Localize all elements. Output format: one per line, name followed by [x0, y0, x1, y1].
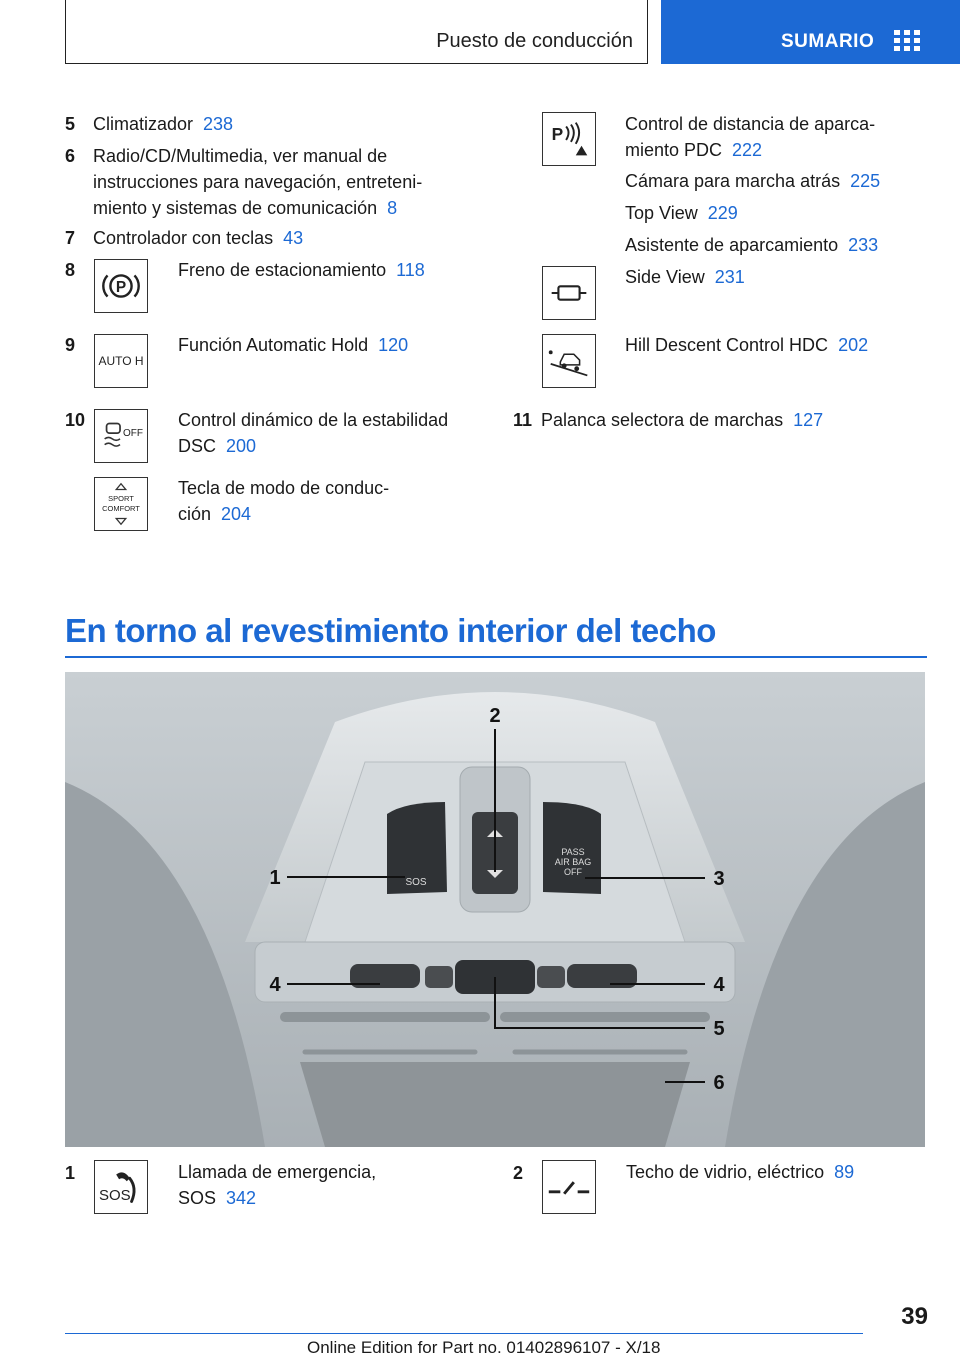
callout-4-left: 4 [269, 974, 281, 996]
summary-link[interactable] [661, 0, 960, 64]
item-text: Cámara para marcha atrás 225 [625, 171, 881, 191]
header-box [65, 0, 648, 64]
page-link[interactable]: 118 [396, 260, 425, 280]
svg-text:PASS: PASS [561, 847, 585, 857]
item-number: 11 [513, 410, 533, 430]
callout-2: 2 [489, 705, 501, 727]
item-number: 6 [65, 146, 76, 166]
item-text: Freno de estacionamiento 118 [178, 260, 425, 280]
footer-divider [65, 1333, 863, 1334]
item-number: 9 [65, 335, 76, 355]
item-number: 10 [65, 410, 86, 430]
page-link[interactable]: 120 [378, 335, 409, 355]
callout-6: 6 [713, 1072, 725, 1094]
item-number: 8 [65, 260, 76, 280]
page-link[interactable]: 200 [226, 436, 257, 456]
chapter-title: Puesto de conducción [436, 30, 633, 52]
page-link[interactable]: 229 [707, 203, 738, 223]
item-text: Tecla de modo de conduc- ción 204 [178, 478, 390, 524]
driving-mode-icon: SPORT COMFORT [94, 477, 148, 531]
callout-3: 3 [713, 868, 725, 890]
page-link[interactable]: 231 [714, 267, 745, 287]
item-text: Controlador con teclas 43 [93, 228, 304, 248]
page-link[interactable]: 202 [838, 335, 869, 355]
item-number: 1 [65, 1163, 76, 1183]
item-text: Hill Descent Control HDC 202 [625, 335, 869, 355]
item-text: Radio/CD/Multimedia, ver manual de instrucciones para navegación, entreteni- miento y sistemas de comunicación 8 [93, 146, 423, 218]
item-text: Asistente de aparcamiento 233 [625, 235, 879, 255]
item-text: Climatizador 238 [93, 114, 234, 134]
parking-brake-icon [94, 259, 148, 313]
item-text: Top View 229 [625, 203, 738, 223]
item-text: Función Automatic Hold 120 [178, 335, 409, 355]
page-link[interactable]: 222 [732, 140, 763, 160]
sos-button-label: SOS [405, 877, 427, 888]
item-text: Llamada de emergencia, SOS 342 [178, 1162, 377, 1208]
item-number: 5 [65, 114, 76, 134]
item-number: 7 [65, 228, 76, 248]
page-link[interactable]: 204 [221, 504, 252, 524]
grid-icon [894, 30, 922, 52]
page-link[interactable]: 8 [387, 198, 398, 218]
section-divider [65, 656, 927, 658]
svg-text:OFF: OFF [564, 867, 582, 877]
side-view-icon [542, 266, 596, 320]
hdc-icon [542, 334, 596, 388]
page-link[interactable]: 238 [203, 114, 234, 134]
item-text: Techo de vidrio, eléctrico 89 [626, 1162, 855, 1182]
auto-hold-icon: AUTO H [94, 334, 148, 388]
page-link[interactable]: 233 [848, 235, 879, 255]
item-text: Control dinámico de la estabilidad DSC 200 [178, 410, 449, 456]
callout-1: 1 [269, 867, 281, 889]
sos-icon: SOS [94, 1160, 148, 1214]
item-text: Palanca selectora de marchas 127 [541, 410, 824, 430]
item-text: Side View 231 [625, 267, 745, 287]
section-title: En torno al revestimiento interior del techo [65, 612, 716, 649]
item-text: Control de distancia de aparca- miento PDC 222 [625, 114, 876, 160]
item-number: 2 [513, 1163, 524, 1183]
page-link[interactable]: 342 [226, 1188, 257, 1208]
summary-label: SUMARIO [781, 31, 875, 52]
svg-text:AIR BAG: AIR BAG [554, 857, 592, 867]
glass-roof-icon [542, 1160, 596, 1214]
dsc-off-icon: OFF [94, 409, 148, 463]
page-link[interactable]: 127 [793, 410, 824, 430]
page-number: 39 [901, 1303, 928, 1330]
pdc-icon [542, 112, 596, 166]
page-link[interactable]: 89 [834, 1162, 855, 1182]
footer-edition: Online Edition for Part no. 01402896107 - X/18 [307, 1338, 661, 1357]
page-link[interactable]: 43 [283, 228, 304, 248]
page-link[interactable]: 225 [850, 171, 881, 191]
callout-5: 5 [713, 1018, 725, 1040]
svg-text:P: P [115, 278, 127, 296]
svg-text:P: P [551, 123, 564, 144]
overhead-console-photo [65, 672, 925, 1147]
callout-4-right: 4 [713, 974, 725, 996]
